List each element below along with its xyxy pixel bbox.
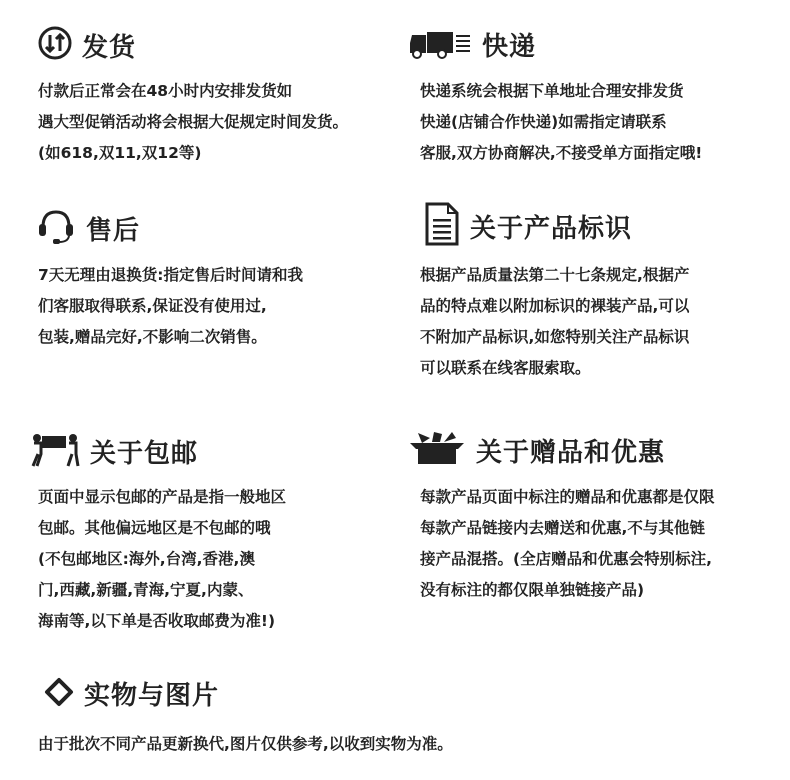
gifts-line: 每款产品页面中标注的赠品和优惠都是仅限 (420, 488, 715, 506)
gifts-line: 每款产品链接内去赠送和优惠,不与其他链 (420, 519, 705, 537)
gifts-text (420, 482, 715, 606)
free-shipping-line: 海南等,以下单是否收取邮费为准!) (38, 612, 276, 630)
product-id-line: 品的特点难以附加标识的裸装产品,可以 (420, 297, 690, 315)
courier-line: 快递(店铺合作快递)如需指定请联系 (420, 113, 667, 131)
after-sales-line: 们客服取得联系,保证没有使用过, (38, 297, 267, 315)
free-shipping-line: 门,西藏,新疆,青海,宁夏,内蒙、 (38, 581, 254, 599)
product-id-title-row (424, 202, 632, 250)
shipping-text (38, 76, 348, 169)
after-sales-text (38, 260, 303, 353)
delivery-people-icon (30, 430, 80, 472)
courier-title: 快递 (482, 32, 537, 62)
shipping-line: 遇大型促销活动将会根据大促规定时间发货。 (38, 113, 349, 131)
free-shipping-text (38, 482, 286, 637)
product-id-text (420, 260, 689, 384)
gifts-title: 关于赠品和优惠 (476, 437, 666, 468)
product-id-title: 关于产品标识 (470, 213, 633, 244)
after-sales-title-row (36, 207, 140, 249)
gift-box-icon (408, 430, 466, 470)
delivery-truck-icon (408, 27, 472, 63)
free-shipping-line: 页面中显示包邮的产品是指一般地区 (38, 488, 287, 506)
courier-title-row (408, 26, 536, 63)
courier-text (420, 76, 702, 169)
product-id-line: 根据产品质量法第二十七条规定,根据产 (420, 266, 690, 284)
free-shipping-line: (不包邮地区:海外,台湾,香港,澳 (38, 550, 255, 568)
shipping-title: 发货 (82, 32, 137, 63)
free-shipping-title-row (30, 430, 198, 472)
after-sales-line: 7天无理由退换货:指定售后时间请和我 (38, 266, 303, 284)
free-shipping-line: 包邮。其他偏远地区是不包邮的哦 (38, 519, 271, 537)
shipping-line: 付款后正常会在48小时内安排发货如 (38, 82, 293, 100)
free-shipping-title: 关于包邮 (90, 438, 199, 469)
shipping-line: (如618,双11,双12等) (38, 144, 202, 162)
shipping-title-row (38, 26, 136, 64)
real-item-title: 实物与图片 (84, 681, 220, 711)
gifts-title-row (408, 430, 665, 470)
after-sales-title: 售后 (86, 215, 141, 246)
headset-icon (36, 207, 76, 249)
diamond-outline-icon (44, 677, 74, 711)
gifts-line: 没有标注的都仅限单独链接产品) (420, 581, 645, 599)
gifts-line: 接产品混搭。(全店赠品和优惠会特别标注, (420, 550, 712, 568)
product-id-line: 不附加产品标识,如您特别关注产品标识 (420, 328, 690, 346)
document-icon (424, 202, 460, 250)
shipping-transfer-icon (38, 26, 72, 64)
real-item-title-row (44, 675, 219, 712)
after-sales-line: 包装,赠品完好,不影响二次销售。 (38, 328, 267, 346)
courier-line: 客服,双方协商解决,不接受单方面指定哦! (420, 144, 703, 162)
product-id-line: 可以联系在线客服索取。 (420, 359, 591, 377)
courier-line: 快递系统会根据下单地址合理安排发货 (420, 82, 684, 100)
real-item-text: 由于批次不同产品更新换代,图片仅供参考,以收到实物为准。 (38, 735, 453, 753)
